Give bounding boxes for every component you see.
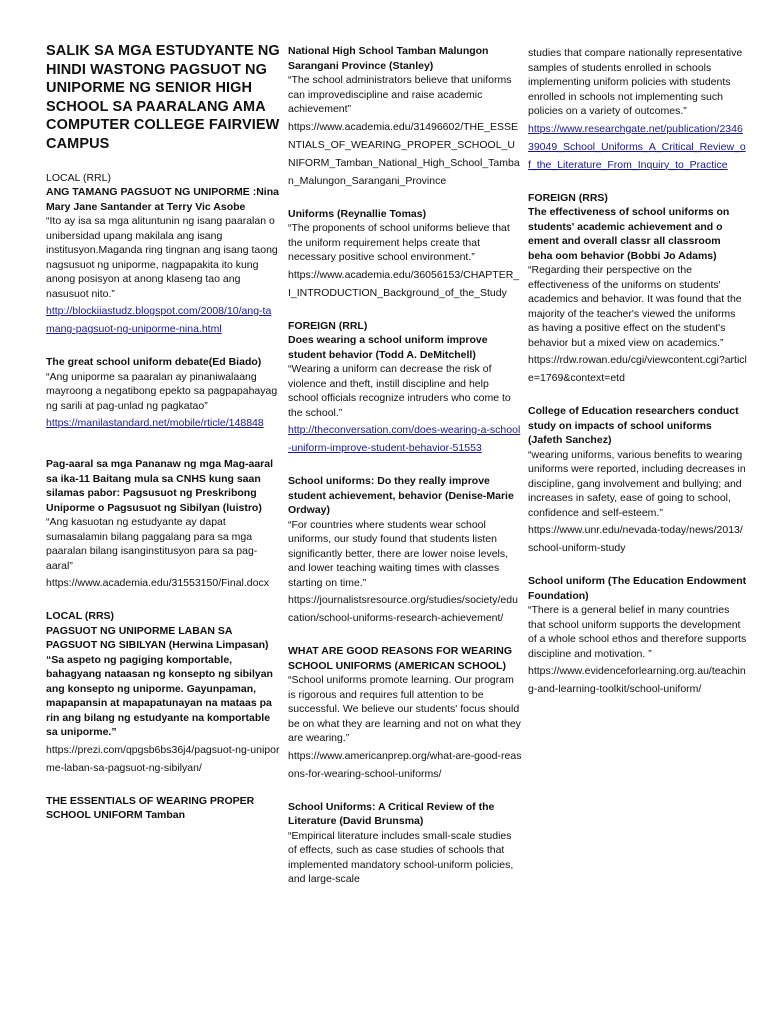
entry-quote: “School uniforms promote learning. Our program is rigorous and requires full attention to be successful. We believe our students' focus should be on what they are learning and not on what they are wearing.”: [288, 674, 521, 744]
entry-link[interactable]: https://www.academia.edu/31553150/Final.docx: [46, 577, 269, 589]
entry-title: PAGSUOT NG UNIPORME LABAN SA PAGSUOT NG SIBILYAN (Herwina Limpasan): [46, 624, 269, 651]
section-tag: LOCAL (RRL): [46, 172, 111, 184]
entry-quote: “There is a general belief in many countries that school uniform supports the development of a whole school ethos and therefore supports discipline and motivation. ”: [528, 604, 747, 660]
entry-uniforms-tomas: [288, 207, 522, 301]
entry-essentials-continued: [288, 44, 522, 189]
section-tag: FOREIGN (RRS): [528, 191, 608, 204]
entry-link[interactable]: https://www.researchgate.net/publication/234639049_School_Uniforms_A_Critical_Review_of_the_Literature_From_Inquiry_to_Practice: [528, 122, 746, 171]
entry-title: School uniforms: Do they really improve student achievement, behavior (Denise-Marie Ordway): [288, 475, 514, 516]
entry-quote: “Ang uniporme sa paaralan ay pinaniwalaang mayroong a negatibong epekto sa pagpapahayag ng sarili at pag-unlad ng pagkatao”: [46, 370, 278, 412]
entry-quote: “Wearing a uniform can decrease the risk of violence and theft, instill discipline and help school officials recognize intruders who come to the school.”: [288, 363, 511, 419]
entry-title: The great school uniform debate(Ed Biado): [46, 356, 262, 368]
entry-education-endowment: [528, 574, 748, 697]
entry-title: School Uniforms: A Critical Review of the Literature (David Brunsma): [288, 800, 495, 827]
entry-link[interactable]: https://www.americanprep.org/what-are-good-reasons-for-wearing-school-uniforms/: [288, 749, 522, 780]
entry-quote: studies that compare nationally representative samples of students enrolled in schools implementing uniform policies with students enrolled in schools not implementing such policies on a variety of outcomes.”: [528, 47, 743, 117]
entry-quote: “For countries where students wear school uniforms, our study found that students listen significantly better, there are lower noise levels, and lower teaching waiting times with classes starting on time.”: [288, 518, 509, 589]
entry-link[interactable]: https://www.evidenceforlearning.org.au/teaching-and-learning-toolkit/school-uniform/: [528, 665, 746, 695]
entry-quote: “Ang kasuotan ng estudyante ay dapat sumasalamin bilang paggalang para sa mga paaralan bilang isanginstitusyon para sa pag-aaral”: [46, 516, 258, 572]
entry-title: ANG TAMANG PAGSUOT NG UNIPORME :Nina Mary Jane Santander at Terry Vic Asobe: [46, 186, 279, 213]
entry-title: Does wearing a school uniform improve student behavior (Todd A. DeMitchell): [288, 334, 488, 361]
entry-quote: “The proponents of school uniforms believe that the uniform requirement helps create that necessary positive school environment.”: [288, 222, 510, 263]
entry-link[interactable]: http://theconversation.com/does-wearing-a-school-uniform-improve-student-behavior-51553: [288, 424, 521, 454]
entry-link[interactable]: https://rdw.rowan.edu/cgi/viewcontent.cgi?article=1769&context=etd: [528, 354, 747, 384]
entry-link[interactable]: http://blockiiastudz.blogspot.com/2008/10/ang-tamang-pagsuot-ng-uniporme-nina.html: [46, 305, 272, 335]
column-middle: [288, 42, 528, 1024]
entry-link[interactable]: https://journalistsresource.org/studies/society/education/school-uniforms-research-achievement/: [288, 594, 518, 624]
entry-quote: “Regarding their perspective on the effectiveness of the uniforms on students' academics and behavior. It was found that the majority of the teacher's viewed the uniforms as having a positive effect on the student's behavior but a mixed view on academics.”: [528, 264, 742, 349]
section-tag: FOREIGN (RRL): [288, 319, 368, 332]
entry-does-wearing-uniform: [288, 319, 522, 457]
entry-quote: “wearing uniforms, various benefits to wearing uniforms were reported, including decreases in discipline, gang involvement and bullying; and increases in safety, ease of going to school, confidence and self-esteem.”: [528, 448, 746, 519]
entry-link[interactable]: https://manilastandard.net/mobile/rticle/148848: [46, 417, 264, 429]
entry-good-reasons: [288, 644, 522, 782]
entry-effectiveness-uniforms: [528, 191, 748, 387]
entry-link[interactable]: https://www.academia.edu/31496602/THE_ESSENTIALS_OF_WEARING_PROPER_SCHOOL_UNIFORM_Tamban_National_High_School_Tamban_Malungon_Sarangani_Province: [288, 120, 520, 187]
entry-link[interactable]: https://prezi.com/qpgsb6bs36j4/pagsuot-ng-uniporme-laban-sa-pagsuot-ng-sibilyan/: [46, 743, 280, 774]
entry-title: Uniforms (Reynallie Tomas): [288, 207, 427, 220]
entry-title: Pag-aaral sa mga Pananaw ng mga Mag-aaral sa ika-11 Baitang mula sa CNHS kung saan silamas pabor: Pagsusuot ng Preskribong Uniporme o Pagsusuot ng Sibilyan (luistro): [46, 458, 274, 514]
entry-quote: “The school administrators believe that uniforms can improvediscipline and raise academic achievement”: [288, 74, 512, 115]
column-right: [528, 42, 748, 1024]
section-tag: LOCAL (RRS): [46, 610, 115, 622]
entry-college-education-study: [528, 404, 748, 556]
entry-title: WHAT ARE GOOD REASONS FOR WEARING SCHOOL UNIFORMS (AMERICAN SCHOOL): [288, 645, 512, 672]
entry-school-uniforms-ordway: [288, 474, 522, 626]
entry-great-uniform-debate: [46, 355, 280, 431]
entry-quote: “Empirical literature includes small-scale studies of effects, such as case studies of schools that implemented mandatory school-uniform policies, and large-scale: [288, 829, 514, 885]
entry-title: The effectiveness of school uniforms on students' academic achievement and o ement and overall classr all classroom beha oom behavior (Bobbi Jo Adams): [528, 206, 730, 262]
entry-link[interactable]: https://www.academia.edu/36056153/CHAPTER_I_INTRODUCTION_Background_of_the_Study: [288, 268, 520, 299]
entry-critical-review-continued: [528, 46, 748, 173]
document-title: SALIK SA MGA ESTUDYANTE NG HINDI WASTONG PAGSUOT NG UNIPORME NG SENIOR HIGH SCHOOL SA PAARALANG AMA COMPUTER COLLEGE FAIRVIEW CAMPUS: [46, 43, 280, 152]
entry-ang-tamang-pagsuot: [46, 171, 280, 337]
entry-quote: “Ito ay isa sa mga alituntunin ng isang paaralan o unibersidad upang makilala ang isang institusyon.Maganda ring tingnan ang isang taong nagsusuot ng uniporme, nagpapakita ito kung anong posisyon at anong klaseng tao ang nasusuot nito.”: [46, 215, 278, 300]
entry-link[interactable]: https://www.unr.edu/nevada-today/news/2013/school-uniform-study: [528, 524, 743, 554]
entry-essentials-wearing: [46, 794, 280, 823]
entry-quote: “Sa aspeto ng pagiging komportable, bahagyang nataasan ng konsepto ng sibilyan ang konsepto ng uniporme. Gayunpaman, mapapansin at mapapatunayan na mataas pa rin ang bilang ng estudyante na komportable sa uniporme.”: [46, 653, 273, 738]
entry-title: National High School Tamban Malungon Sarangani Province (Stanley): [288, 45, 489, 72]
entry-title: College of Education researchers conduct study on impacts of school uniforms (Jafeth Sanchez): [528, 405, 739, 446]
entry-pagsuot-uniporme-laban: [46, 609, 280, 776]
entry-title: School uniform (The Education Endowment Foundation): [528, 575, 747, 602]
entry-title: THE ESSENTIALS OF WEARING PROPER SCHOOL UNIFORM Tamban: [46, 794, 255, 821]
entry-critical-review: [288, 800, 522, 887]
entry-pag-aaral-pananaw: [46, 457, 280, 591]
column-left: [46, 42, 288, 1024]
